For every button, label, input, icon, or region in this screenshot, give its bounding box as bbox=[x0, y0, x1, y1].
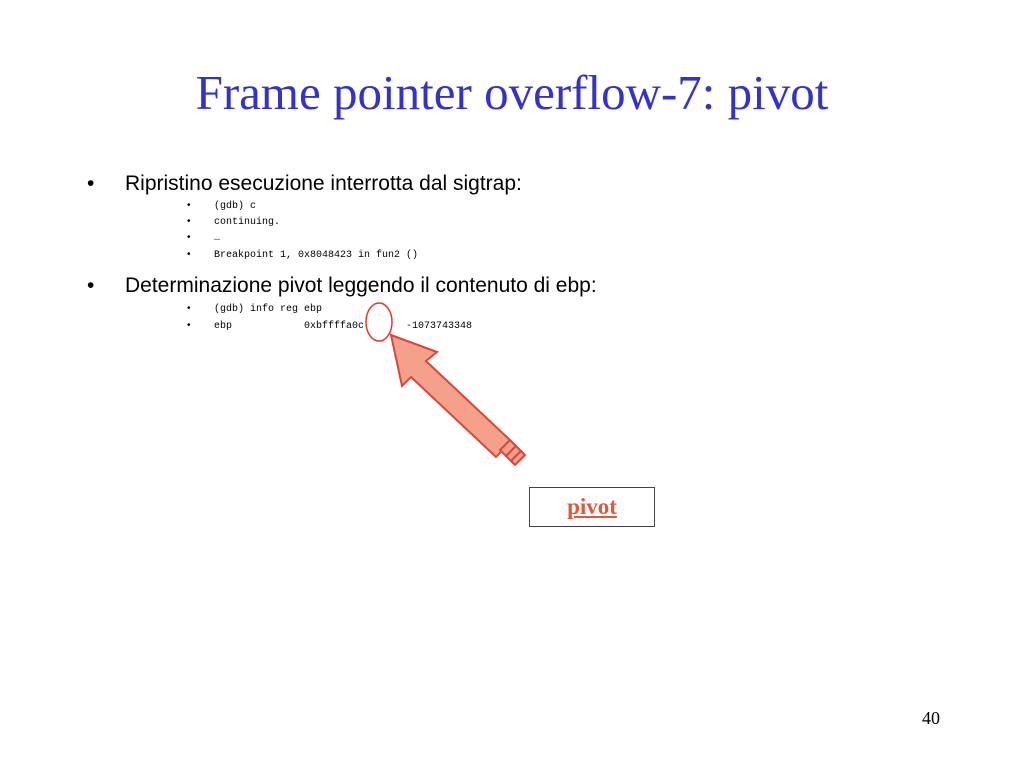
code-line: Breakpoint 1, 0x8048423 in fun2 () bbox=[214, 250, 419, 261]
arrow-up-left-icon bbox=[391, 335, 525, 465]
code-line: (gdb) info reg ebp bbox=[214, 304, 323, 315]
code-line: continuing. bbox=[214, 217, 281, 228]
page-number: 40 bbox=[922, 708, 940, 728]
sub-bullet-marker: • bbox=[187, 303, 191, 314]
pivot-label: pivot bbox=[567, 494, 617, 519]
slide-title: Frame pointer overflow-7: pivot bbox=[195, 65, 829, 120]
code-line: (gdb) c bbox=[214, 201, 257, 212]
bullet-marker: • bbox=[87, 172, 95, 195]
pivot-callout-box bbox=[529, 487, 655, 527]
sub-bullet-marker: • bbox=[187, 200, 191, 211]
highlight-circle bbox=[366, 303, 392, 341]
bullet-text: Ripristino esecuzione interrotta dal sigtrap: bbox=[125, 172, 522, 195]
bullet-marker: • bbox=[87, 274, 95, 297]
sub-bullet-marker: • bbox=[187, 232, 191, 243]
code-line: … bbox=[214, 233, 221, 244]
bullet-text: Determinazione pivot leggendo il contenuto di ebp: bbox=[125, 274, 597, 297]
sub-bullet-marker: • bbox=[187, 249, 191, 260]
sub-bullet-marker: • bbox=[187, 216, 191, 227]
arrow-body bbox=[391, 335, 511, 457]
sub-bullet-marker: • bbox=[187, 320, 191, 331]
code-line: ebp 0xbffffa0c -1073743348 bbox=[214, 321, 473, 332]
